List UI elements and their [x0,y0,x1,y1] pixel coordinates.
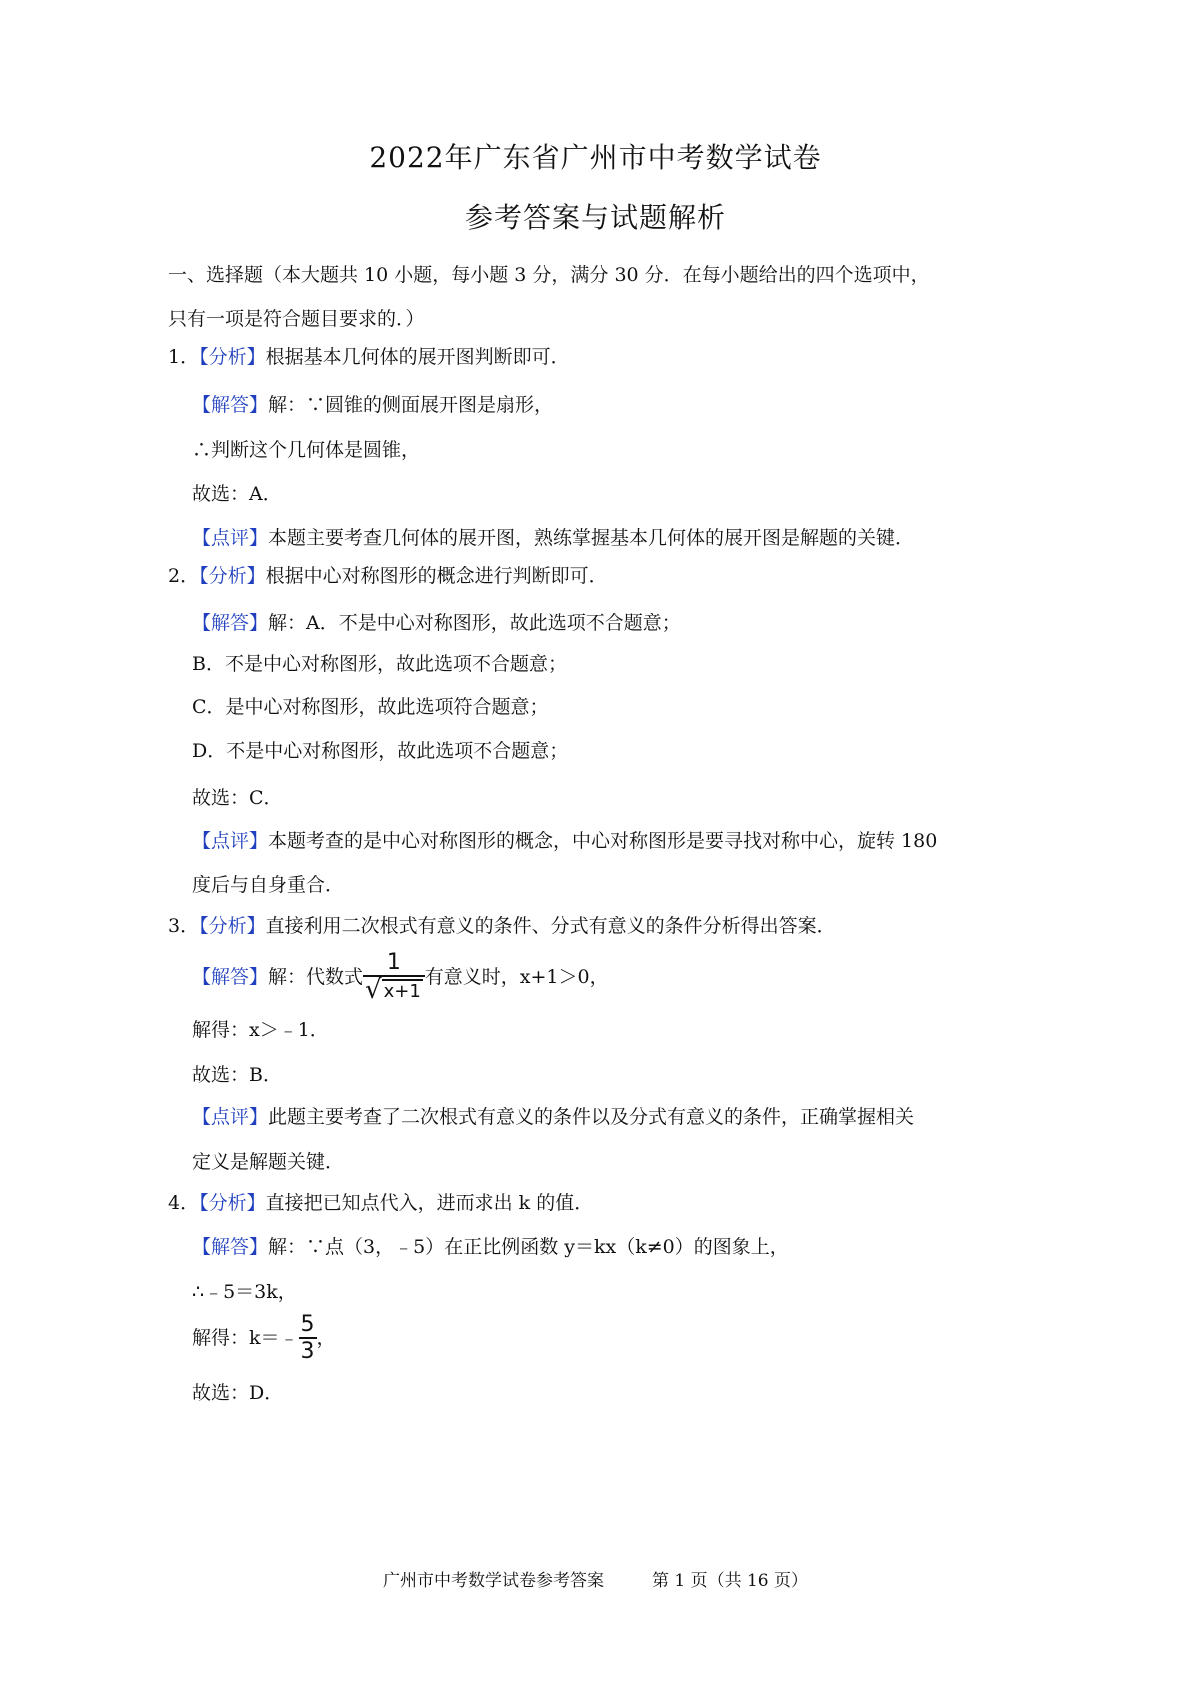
document-subtitle: 参考答案与试题解析 [464,201,726,234]
q4-fraction-denominator: 3 [300,1339,315,1364]
q2-answer [192,610,681,636]
q2-analysis-tag: 【分析】 [199,565,266,587]
q3-comment-tag: 【点评】 [192,1106,269,1128]
footer-page-number: 第 1 页（共 16 页） [651,1571,809,1591]
q4-answer-text: 解：∵点（3，﹣5）在正比例函数 y＝kx（k≠0）的图象上， [268,1236,789,1258]
q3-choice: 故选：B． [192,1064,282,1086]
q4-analysis-tag: 【分析】 [199,1192,266,1214]
section-heading-line1: 一、选择题（本大题共 10 小题，每小题 3 分，满分 30 分．在每小题给出的四个选项中， [168,264,930,286]
q2-choice: 故选：C． [192,787,283,809]
q3-solve: 解得：x＞﹣1． [192,1019,329,1041]
q2-comment [192,828,937,854]
q1-number: 1． [168,346,200,368]
q4-analysis [168,1190,593,1216]
q2-answer-text: 解：A．不是中心对称图形，故此选项不合题意； [268,612,681,634]
q2-option-b: B．不是中心对称图形，故此选项不合题意； [192,653,567,675]
document-title: 2022年广东省广州市中考数学试卷 [369,141,822,174]
q2-answer-tag: 【解答】 [192,612,269,634]
q1-comment [192,525,914,551]
q3-answer-pre: 解：代数式 [268,966,364,988]
q4-fraction-numerator: 5 [300,1312,315,1337]
q2-analysis [168,563,608,589]
q4-analysis-text: 直接把已知点代入，进而求出 k 的值． [265,1192,594,1214]
q3-analysis-text: 直接利用二次根式有意义的条件、分式有意义的条件分析得出答案． [265,915,836,937]
q2-comment-line2: 度后与自身重合． [192,874,345,896]
q1-analysis [168,344,570,370]
q1-choice: 故选：A． [192,483,282,505]
q4-answer-line2: ∴﹣5＝3k， [192,1281,297,1303]
q3-answer [192,950,609,1005]
q1-answer-line2: ∴判断这个几何体是圆锥， [192,439,421,461]
q1-comment-text: 本题主要考查几何体的展开图，熟练掌握基本几何体的展开图是解题的关键． [268,527,915,549]
sqrt-icon: √ x+1 [365,975,421,1005]
q2-analysis-text: 根据中心对称图形的概念进行判断即可． [265,565,608,587]
q3-radicand: x+1 [383,981,421,1002]
q2-number: 2． [168,565,200,587]
q3-comment-text: 此题主要考查了二次根式有意义的条件以及分式有意义的条件，正确掌握相关 [268,1106,915,1128]
q2-comment-text: 本题考查的是中心对称图形的概念，中心对称图形是要寻找对称中心，旋转 180 [268,830,938,852]
q1-answer-text: 解：∵圆锥的侧面展开图是扇形， [268,394,554,416]
q3-fraction-numerator: 1 [386,950,401,975]
q1-analysis-tag: 【分析】 [199,346,266,368]
q1-comment-tag: 【点评】 [192,527,269,549]
q1-answer [192,392,553,418]
q1-analysis-text: 根据基本几何体的展开图判断即可． [265,346,570,368]
q1-answer-tag: 【解答】 [192,394,269,416]
q2-option-d: D．不是中心对称图形，故此选项不合题意； [192,740,569,762]
q4-solve-post: ， [316,1327,336,1349]
q4-answer-tag: 【解答】 [192,1236,269,1258]
q2-option-c: C．是中心对称图形，故此选项符合题意； [192,696,549,718]
q4-fraction [299,1313,317,1365]
q3-analysis [168,913,836,939]
q3-fraction [363,951,425,1005]
q3-fraction-denominator [363,975,425,1005]
q3-answer-post: 有意义时，x+1＞0， [424,966,609,988]
q4-number: 4． [168,1192,200,1214]
q3-comment-line2: 定义是解题关键． [192,1151,345,1173]
q2-comment-tag: 【点评】 [192,830,269,852]
q3-number: 3． [168,915,200,937]
q3-answer-tag: 【解答】 [192,966,269,988]
q4-choice: 故选：D． [192,1382,284,1404]
page-footer [0,1566,1191,1591]
q3-analysis-tag: 【分析】 [199,915,266,937]
q3-comment [192,1104,914,1130]
q4-solve-pre: 解得：k＝﹣ [192,1327,299,1349]
section-heading-line2: 只有一项是符合题目要求的．） [168,308,425,330]
footer-doc-title: 广州市中考数学试卷参考答案 [382,1571,604,1591]
q4-answer [192,1234,789,1260]
q4-solve [192,1312,336,1365]
